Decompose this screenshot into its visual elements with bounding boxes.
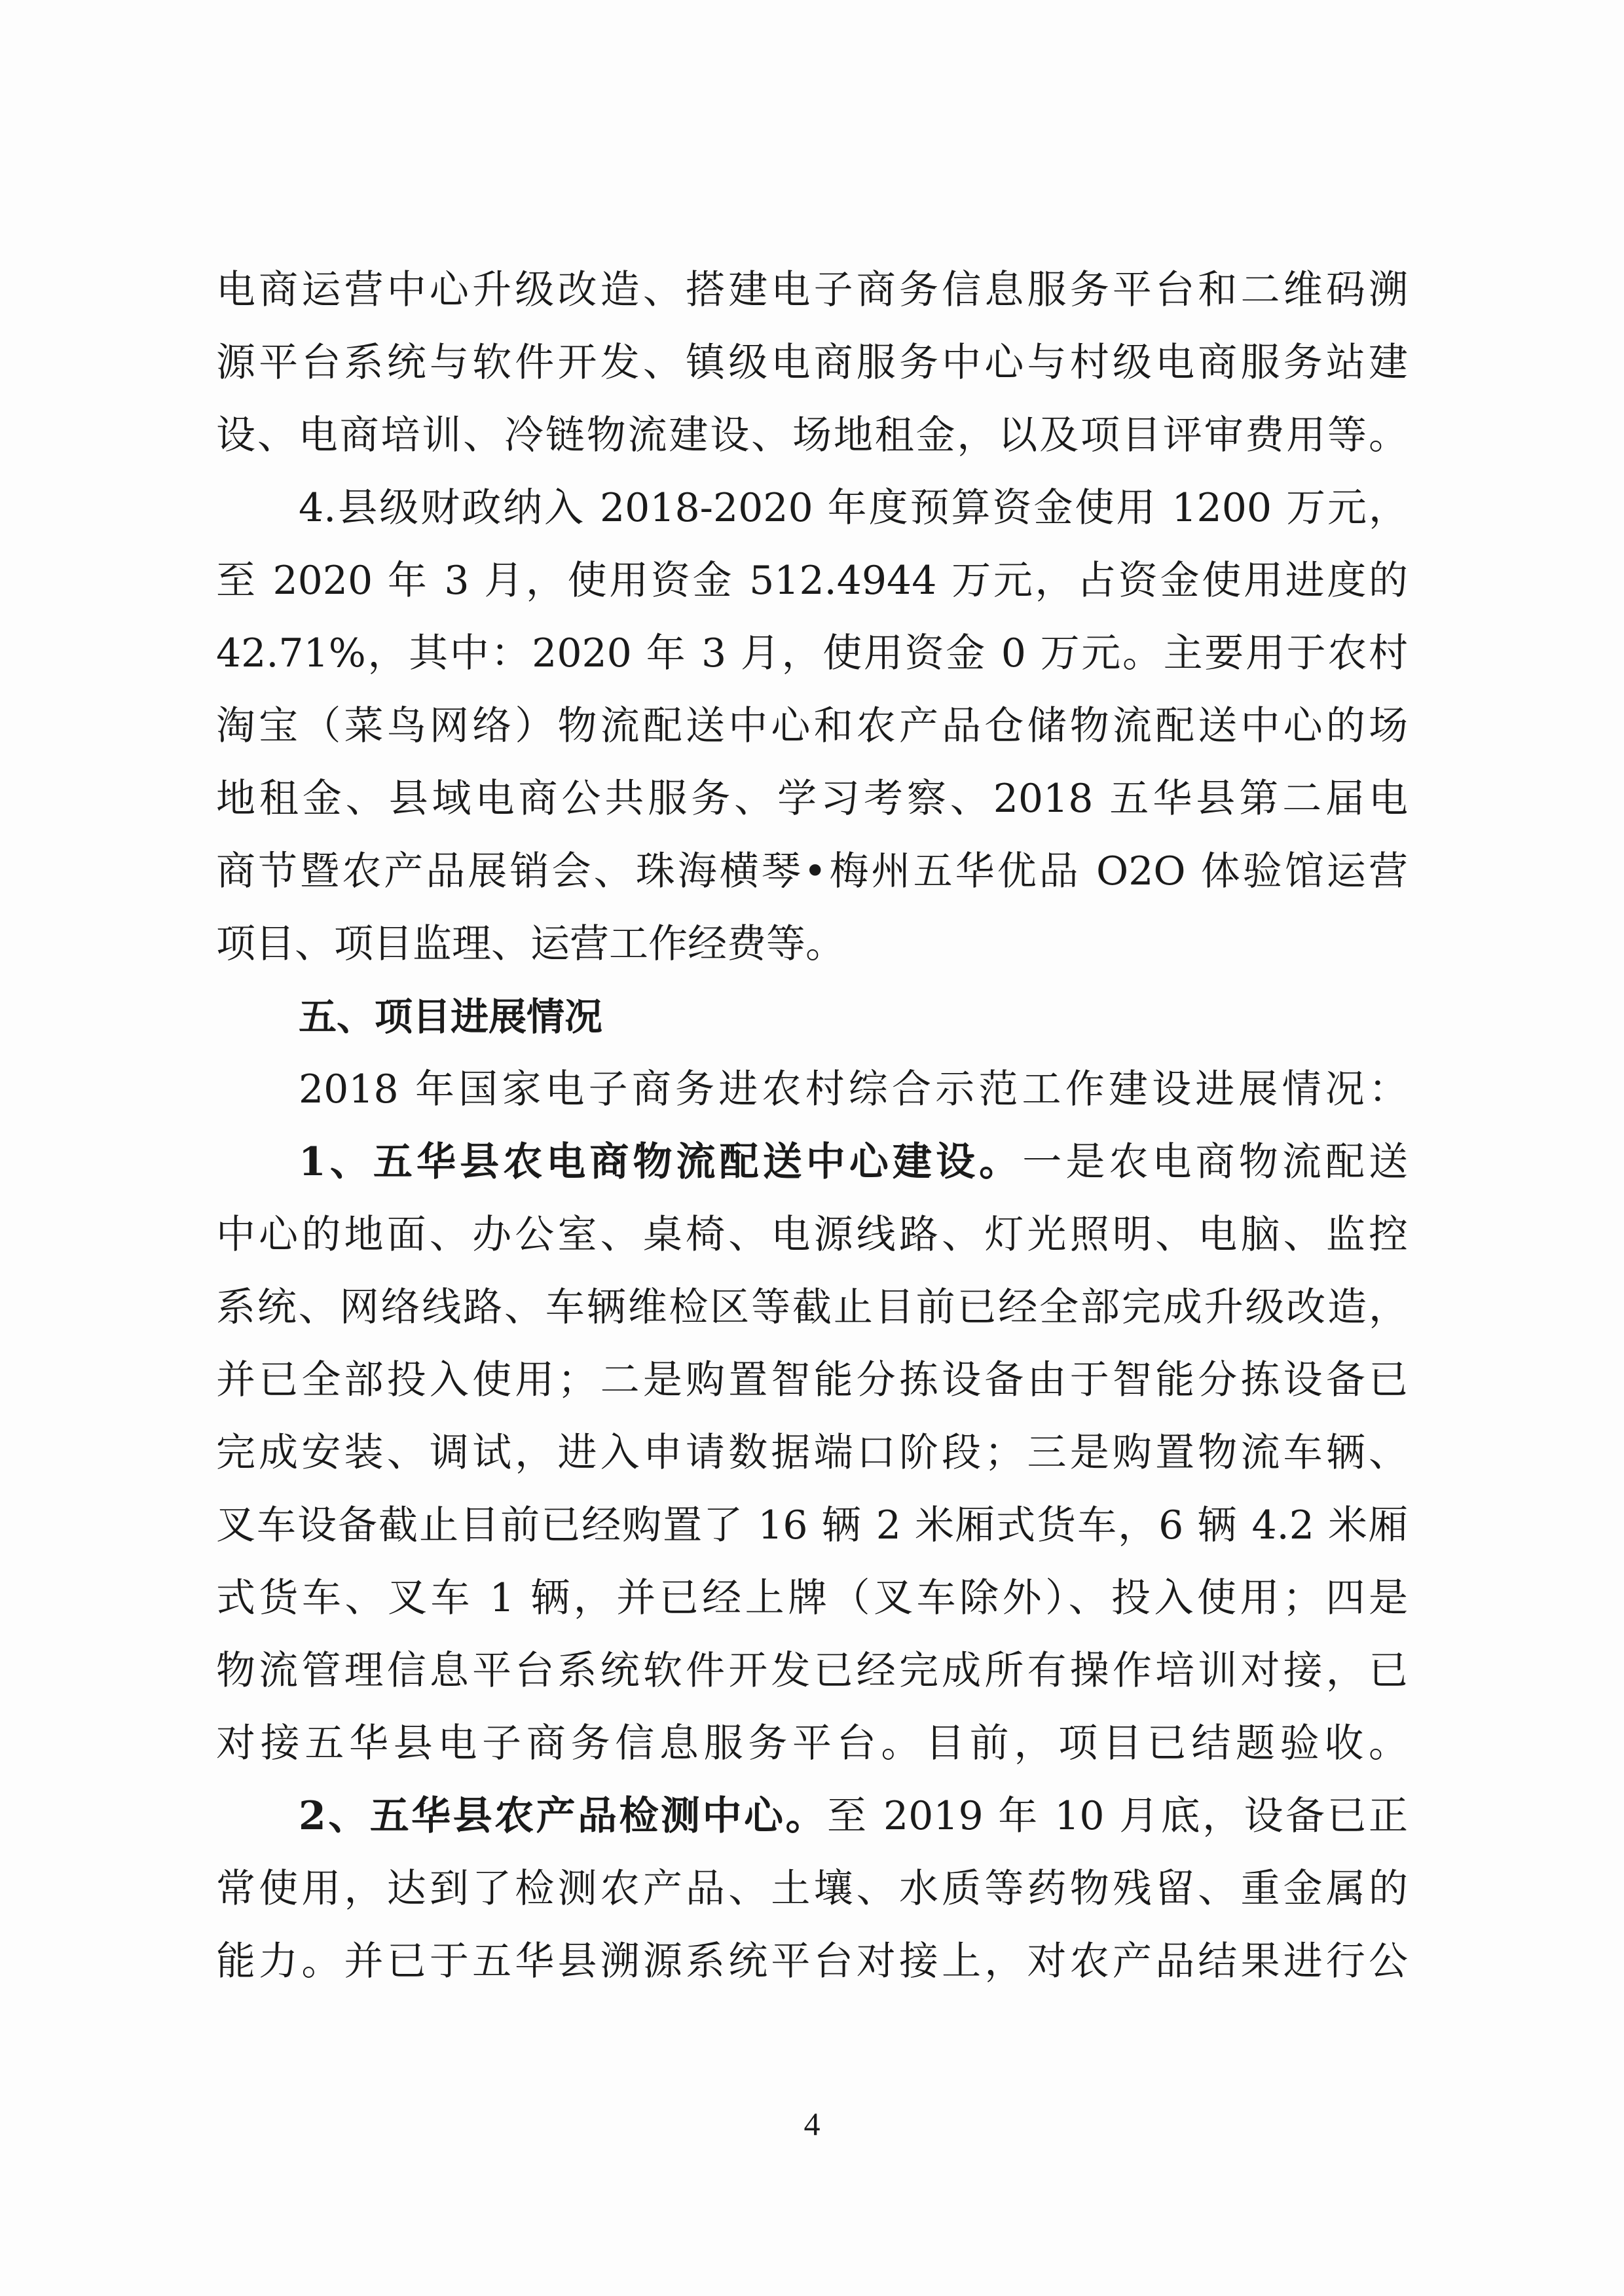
item-2-first-line [216,1780,1408,1853]
item-1-text: 一是农电商物流配送 [1022,1139,1408,1185]
text-line: 4.县级财政纳入 2018-2020 年度预算资金使用 1200 万元， [299,485,1408,531]
text-line: 42.71%，其中：2020 年 3 月，使用资金 0 万元。主要用于农村 [216,630,1408,676]
text-line: 并已全部投入使用；二是购置智能分拣设备由于智能分拣设备已 [216,1357,1408,1403]
text-line: 源平台系统与软件开发、镇级电商服务中心与村级电商服务站建 [216,340,1408,386]
text-line: 至 2020 年 3 月，使用资金 512.4944 万元，占资金使用进度的 [216,558,1408,604]
section-heading: 五、项目进展情况 [299,994,603,1039]
item-1-title: 1、五华县农电商物流配送中心建设。 [299,1139,1023,1185]
document-body [216,254,1408,1998]
text-line: 项目、项目监理、运营工作经费等。 [216,921,845,967]
text-line: 2018 年国家电子商务进农村综合示范工作建设进展情况： [299,1066,1408,1112]
text-line: 设、电商培训、冷链物流建设、场地租金，以及项目评审费用等。 [216,412,1408,458]
text-line: 完成安装、调试，进入申请数据端口阶段；三是购置物流车辆、 [216,1430,1408,1476]
item-2-text: 至 2019 年 10 月底，设备已正 [826,1793,1408,1839]
item-1-first-line [216,1126,1408,1199]
text-line: 淘宝（菜鸟网络）物流配送中心和农产品仓储物流配送中心的场 [216,703,1408,749]
text-line: 物流管理信息平台系统软件开发已经完成所有操作培训对接，已 [216,1648,1408,1694]
text-line: 能力。并已于五华县溯源系统平台对接上，对农产品结果进行公 [216,1939,1408,1984]
text-line: 电商运营中心升级改造、搭建电子商务信息服务平台和二维码溯 [216,267,1408,313]
text-line: 地租金、县域电商公共服务、学习考察、2018 五华县第二届电 [216,776,1408,822]
text-line: 叉车设备截止目前已经购置了 16 辆 2 米厢式货车，6 辆 4.2 米厢 [216,1503,1408,1548]
text-line: 对接五华县电子商务信息服务平台。目前，项目已结题验收。 [216,1721,1408,1766]
item-2-title: 2、五华县农产品检测中心。 [299,1793,827,1839]
text-line: 式货车、叉车 1 辆，并已经上牌（叉车除外）、投入使用；四是 [216,1575,1408,1621]
page-number: 4 [803,2105,821,2142]
text-line: 商节暨农产品展销会、珠海横琴•梅州五华优品 O2O 体验馆运营 [216,848,1408,894]
text-line: 常使用，达到了检测农产品、土壤、水质等药物残留、重金属的 [216,1866,1408,1912]
text-line: 系统、网络线路、车辆维检区等截止目前已经全部完成升级改造， [216,1285,1408,1330]
text-line: 中心的地面、办公室、桌椅、电源线路、灯光照明、电脑、监控 [216,1212,1408,1258]
